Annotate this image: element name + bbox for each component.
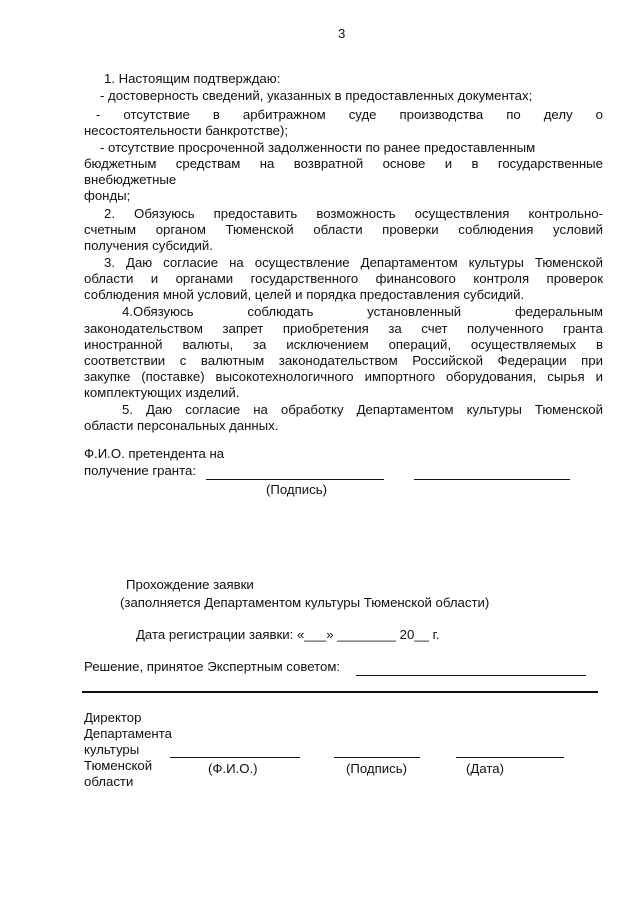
text-line: 2. Обязуюсь предоставить возможность осуществления контрольно- bbox=[104, 206, 603, 221]
director-signature-line[interactable] bbox=[334, 757, 420, 758]
text-line: законодательством запрет приобретения за счет полученного гранта bbox=[84, 321, 603, 336]
text-line: 4.Обязуюсь соблюдать установленный федеральным bbox=[122, 304, 603, 319]
director-signature-caption: (Подпись) bbox=[346, 761, 407, 776]
registration-date: Дата регистрации заявки: «___» ________ 20__ г. bbox=[136, 627, 440, 642]
text-line: - отсутствие в арбитражном суде производства по делу о bbox=[96, 107, 603, 122]
applicant-label-line1: Ф.И.О. претендента на bbox=[84, 446, 225, 461]
text-line: бюджетным средствам на возвратной основе и в государственные bbox=[84, 156, 603, 171]
processing-title: Прохождение заявки bbox=[126, 577, 254, 592]
applicant-label-line2: получение гранта: bbox=[84, 463, 196, 478]
director-line: области bbox=[84, 774, 134, 789]
text-line: - отсутствие просроченной задолженности по ранее предоставленным bbox=[100, 140, 536, 155]
processing-subtitle: (заполняется Департаментом культуры Тюменской области) bbox=[120, 595, 490, 610]
director-line: Тюменской bbox=[84, 758, 153, 773]
text-line: комплектующих изделий. bbox=[84, 385, 240, 400]
decision-line[interactable] bbox=[356, 675, 586, 676]
page-number: 3 bbox=[338, 26, 346, 41]
applicant-signature-line[interactable] bbox=[414, 479, 570, 480]
text-line: 3. Даю согласие на осуществление Департаментом культуры Тюменской bbox=[104, 255, 603, 270]
text-line: - достоверность сведений, указанных в предоставленных документах; bbox=[100, 88, 533, 103]
applicant-signature-caption: (Подпись) bbox=[266, 482, 327, 497]
decision-label: Решение, принятое Экспертным советом: bbox=[84, 659, 341, 674]
text-line: закупке (поставке) высокотехнологичного импортного оборудования, сырья и bbox=[84, 369, 603, 384]
text-line: 1. Настоящим подтверждаю: bbox=[104, 71, 281, 86]
director-date-caption: (Дата) bbox=[466, 761, 504, 776]
director-line: Директор bbox=[84, 710, 142, 725]
text-line: 5. Даю согласие на обработку Департаментом культуры Тюменской bbox=[122, 402, 603, 417]
text-line: иностранной валюты, за исключением операций, осуществляемых в bbox=[84, 337, 603, 352]
text-line: фонды; bbox=[84, 188, 131, 203]
text-line: области и органами государственного финансового контроля проверок bbox=[84, 271, 603, 286]
text-line: внебюджетные bbox=[84, 172, 177, 187]
text-line: счетным органом Тюменской области проверки соблюдения условий bbox=[84, 222, 603, 237]
director-line: культуры bbox=[84, 742, 140, 757]
text-line: области персональных данных. bbox=[84, 418, 279, 433]
director-fio-caption: (Ф.И.О.) bbox=[208, 761, 258, 776]
director-fio-line[interactable] bbox=[170, 757, 300, 758]
text-line: соблюдения мной условий, целей и порядка предоставления субсидий. bbox=[84, 287, 525, 302]
text-line: несостоятельности банкротстве); bbox=[84, 123, 289, 138]
director-line: Департамента bbox=[84, 726, 172, 741]
separator-rule bbox=[82, 691, 598, 693]
director-date-line[interactable] bbox=[456, 757, 564, 758]
applicant-name-line[interactable] bbox=[206, 479, 384, 480]
text-line: соответствии с валютным законодательством Российской Федерации при bbox=[84, 353, 603, 368]
text-line: получения субсидий. bbox=[84, 238, 213, 253]
